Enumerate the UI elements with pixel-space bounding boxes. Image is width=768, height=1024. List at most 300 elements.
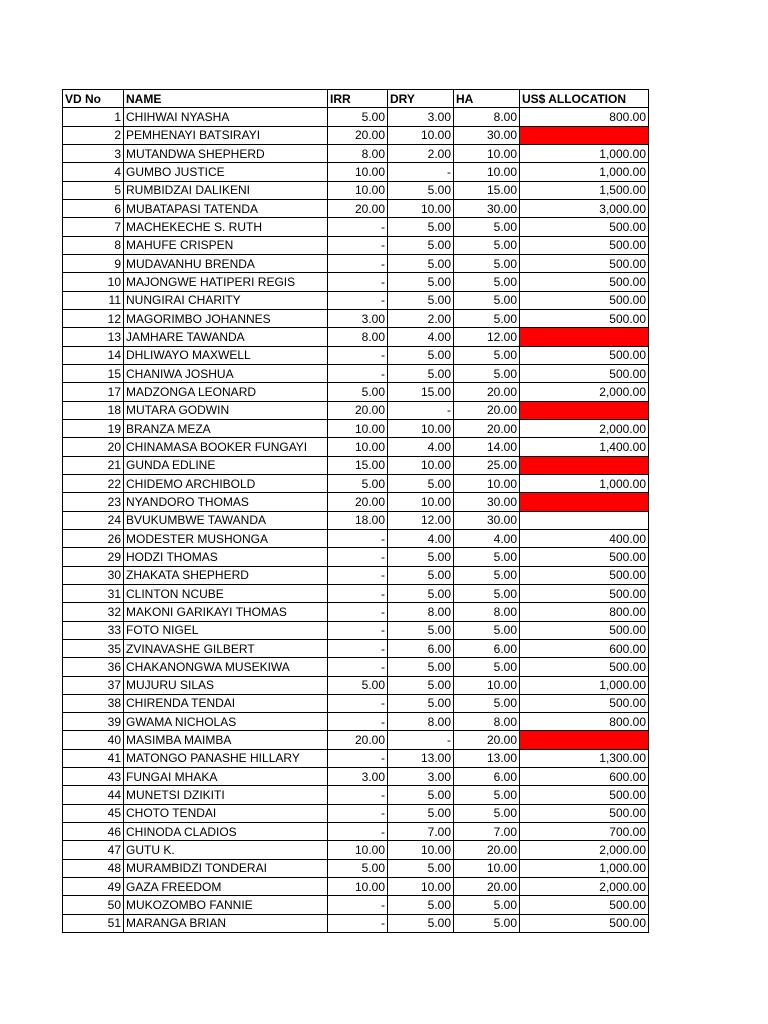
cell-ha: 5.00	[454, 291, 520, 309]
cell-vd-no: 6	[63, 199, 124, 217]
cell-vd-no: 35	[63, 639, 124, 657]
cell-dry: 10.00	[388, 126, 454, 144]
cell-ha: 5.00	[454, 584, 520, 602]
cell-vd-no: 11	[63, 291, 124, 309]
cell-dry: -	[388, 401, 454, 419]
cell-ha: 20.00	[454, 878, 520, 896]
cell-name: GUNDA EDLINE	[124, 456, 328, 474]
cell-allocation: 500.00	[520, 291, 649, 309]
cell-allocation: 600.00	[520, 639, 649, 657]
cell-name: MUTANDWA SHEPHERD	[124, 144, 328, 162]
cell-allocation: 2,000.00	[520, 383, 649, 401]
cell-allocation: 500.00	[520, 804, 649, 822]
cell-allocation: 1,000.00	[520, 144, 649, 162]
cell-dry: -	[388, 163, 454, 181]
table-row	[63, 603, 649, 621]
cell-allocation: 500.00	[520, 548, 649, 566]
cell-name: CHAKANONGWA MUSEKIWA	[124, 658, 328, 676]
cell-ha: 20.00	[454, 731, 520, 749]
cell-vd-no: 41	[63, 749, 124, 767]
cell-irr: -	[328, 254, 388, 272]
cell-vd-no: 8	[63, 236, 124, 254]
cell-ha: 20.00	[454, 841, 520, 859]
cell-irr: -	[328, 694, 388, 712]
cell-allocation: 1,000.00	[520, 474, 649, 492]
cell-vd-no: 43	[63, 768, 124, 786]
cell-dry: -	[388, 731, 454, 749]
table-row	[63, 786, 649, 804]
cell-dry: 3.00	[388, 768, 454, 786]
cell-name: CHIHWAI NYASHA	[124, 108, 328, 126]
cell-dry: 15.00	[388, 383, 454, 401]
cell-dry: 4.00	[388, 438, 454, 456]
cell-ha: 13.00	[454, 749, 520, 767]
cell-dry: 5.00	[388, 584, 454, 602]
cell-vd-no: 33	[63, 621, 124, 639]
cell-dry: 8.00	[388, 603, 454, 621]
table-row	[63, 566, 649, 584]
cell-irr: -	[328, 621, 388, 639]
cell-name: GAZA FREEDOM	[124, 878, 328, 896]
table-row	[63, 291, 649, 309]
cell-irr: 8.00	[328, 328, 388, 346]
table-row	[63, 273, 649, 291]
cell-name: MAKONI GARIKAYI THOMAS	[124, 603, 328, 621]
cell-irr: 10.00	[328, 878, 388, 896]
cell-allocation: 3,000.00	[520, 199, 649, 217]
cell-name: MUJURU SILAS	[124, 676, 328, 694]
cell-irr: -	[328, 749, 388, 767]
cell-ha: 30.00	[454, 199, 520, 217]
cell-ha: 4.00	[454, 529, 520, 547]
table-row	[63, 804, 649, 822]
table-row	[63, 383, 649, 401]
cell-allocation: 500.00	[520, 566, 649, 584]
allocation-table	[62, 89, 649, 933]
header-name: NAME	[124, 90, 328, 108]
table-row	[63, 511, 649, 529]
table-row	[63, 914, 649, 932]
cell-vd-no: 40	[63, 731, 124, 749]
cell-irr: -	[328, 914, 388, 932]
cell-name: MUNETSI DZIKITI	[124, 786, 328, 804]
cell-name: MURAMBIDZI TONDERAI	[124, 859, 328, 877]
table-row	[63, 456, 649, 474]
cell-irr: 8.00	[328, 144, 388, 162]
cell-name: CHANIWA JOSHUA	[124, 364, 328, 382]
cell-vd-no: 39	[63, 713, 124, 731]
cell-ha: 5.00	[454, 896, 520, 914]
cell-name: BRANZA MEZA	[124, 419, 328, 437]
cell-vd-no: 23	[63, 493, 124, 511]
cell-name: JAMHARE TAWANDA	[124, 328, 328, 346]
cell-name: GUTU K.	[124, 841, 328, 859]
cell-allocation: 500.00	[520, 786, 649, 804]
cell-irr: -	[328, 603, 388, 621]
cell-dry: 10.00	[388, 419, 454, 437]
cell-irr: -	[328, 291, 388, 309]
header-irr: IRR	[328, 90, 388, 108]
table-row	[63, 163, 649, 181]
cell-vd-no: 50	[63, 896, 124, 914]
cell-name: CLINTON NCUBE	[124, 584, 328, 602]
cell-allocation: 500.00	[520, 896, 649, 914]
cell-dry: 5.00	[388, 804, 454, 822]
cell-irr: -	[328, 236, 388, 254]
cell-vd-no: 18	[63, 401, 124, 419]
cell-vd-no: 22	[63, 474, 124, 492]
cell-dry: 12.00	[388, 511, 454, 529]
cell-allocation: 800.00	[520, 713, 649, 731]
cell-vd-no: 51	[63, 914, 124, 932]
table-row	[63, 658, 649, 676]
cell-vd-no: 31	[63, 584, 124, 602]
cell-irr: 10.00	[328, 841, 388, 859]
cell-irr: -	[328, 346, 388, 364]
cell-irr: 5.00	[328, 474, 388, 492]
cell-dry: 4.00	[388, 328, 454, 346]
table-row	[63, 548, 649, 566]
cell-vd-no: 24	[63, 511, 124, 529]
cell-dry: 4.00	[388, 529, 454, 547]
cell-allocation	[520, 731, 649, 749]
table-row	[63, 878, 649, 896]
cell-dry: 7.00	[388, 823, 454, 841]
cell-name: MARANGA BRIAN	[124, 914, 328, 932]
cell-ha: 5.00	[454, 621, 520, 639]
table-row	[63, 896, 649, 914]
cell-vd-no: 5	[63, 181, 124, 199]
cell-irr: 5.00	[328, 676, 388, 694]
cell-name: MODESTER MUSHONGA	[124, 529, 328, 547]
cell-ha: 5.00	[454, 309, 520, 327]
cell-vd-no: 44	[63, 786, 124, 804]
cell-name: MAGORIMBO JOHANNES	[124, 309, 328, 327]
cell-allocation: 700.00	[520, 823, 649, 841]
cell-name: CHINAMASA BOOKER FUNGAYI	[124, 438, 328, 456]
cell-irr: -	[328, 364, 388, 382]
cell-allocation: 500.00	[520, 364, 649, 382]
cell-name: FOTO NIGEL	[124, 621, 328, 639]
cell-ha: 5.00	[454, 364, 520, 382]
cell-dry: 10.00	[388, 199, 454, 217]
cell-ha: 12.00	[454, 328, 520, 346]
cell-allocation: 800.00	[520, 603, 649, 621]
cell-vd-no: 47	[63, 841, 124, 859]
cell-vd-no: 38	[63, 694, 124, 712]
cell-allocation: 1,000.00	[520, 859, 649, 877]
table-row	[63, 529, 649, 547]
table-row	[63, 731, 649, 749]
cell-irr: 15.00	[328, 456, 388, 474]
cell-name: MAHUFE CRISPEN	[124, 236, 328, 254]
table-row	[63, 749, 649, 767]
cell-irr: -	[328, 529, 388, 547]
cell-ha: 5.00	[454, 804, 520, 822]
cell-dry: 5.00	[388, 914, 454, 932]
cell-name: PEMHENAYI BATSIRAYI	[124, 126, 328, 144]
cell-vd-no: 12	[63, 309, 124, 327]
cell-vd-no: 26	[63, 529, 124, 547]
table-row	[63, 694, 649, 712]
header-dry: DRY	[388, 90, 454, 108]
cell-dry: 5.00	[388, 181, 454, 199]
cell-allocation	[520, 328, 649, 346]
cell-allocation	[520, 401, 649, 419]
cell-name: MUDAVANHU BRENDA	[124, 254, 328, 272]
table-row	[63, 218, 649, 236]
cell-dry: 5.00	[388, 291, 454, 309]
cell-ha: 10.00	[454, 474, 520, 492]
cell-name: CHIRENDA TENDAI	[124, 694, 328, 712]
table-row	[63, 438, 649, 456]
table-row	[63, 181, 649, 199]
cell-name: CHINODA CLADIOS	[124, 823, 328, 841]
cell-ha: 8.00	[454, 713, 520, 731]
cell-allocation: 500.00	[520, 236, 649, 254]
cell-ha: 6.00	[454, 768, 520, 786]
table-row	[63, 346, 649, 364]
cell-dry: 2.00	[388, 309, 454, 327]
cell-allocation: 500.00	[520, 309, 649, 327]
cell-dry: 5.00	[388, 658, 454, 676]
cell-vd-no: 48	[63, 859, 124, 877]
cell-dry: 5.00	[388, 859, 454, 877]
cell-irr: -	[328, 566, 388, 584]
cell-ha: 10.00	[454, 859, 520, 877]
table-row	[63, 401, 649, 419]
cell-allocation: 400.00	[520, 529, 649, 547]
cell-irr: 5.00	[328, 383, 388, 401]
cell-name: MAJONGWE HATIPERI REGIS	[124, 273, 328, 291]
cell-irr: -	[328, 273, 388, 291]
cell-name: ZHAKATA SHEPHERD	[124, 566, 328, 584]
cell-ha: 8.00	[454, 108, 520, 126]
cell-ha: 7.00	[454, 823, 520, 841]
cell-irr: -	[328, 823, 388, 841]
cell-dry: 10.00	[388, 841, 454, 859]
cell-name: RUMBIDZAI DALIKENI	[124, 181, 328, 199]
cell-ha: 15.00	[454, 181, 520, 199]
cell-allocation	[520, 126, 649, 144]
cell-vd-no: 2	[63, 126, 124, 144]
cell-allocation	[520, 456, 649, 474]
cell-irr: 10.00	[328, 163, 388, 181]
cell-dry: 8.00	[388, 713, 454, 731]
cell-irr: 20.00	[328, 731, 388, 749]
cell-allocation: 500.00	[520, 694, 649, 712]
cell-ha: 5.00	[454, 218, 520, 236]
cell-dry: 10.00	[388, 493, 454, 511]
cell-dry: 5.00	[388, 236, 454, 254]
cell-vd-no: 36	[63, 658, 124, 676]
cell-ha: 10.00	[454, 163, 520, 181]
cell-dry: 5.00	[388, 621, 454, 639]
cell-irr: 20.00	[328, 126, 388, 144]
cell-ha: 30.00	[454, 511, 520, 529]
cell-ha: 5.00	[454, 346, 520, 364]
table-row	[63, 768, 649, 786]
cell-name: NYANDORO THOMAS	[124, 493, 328, 511]
table-row	[63, 419, 649, 437]
cell-name: NUNGIRAI CHARITY	[124, 291, 328, 309]
table-row	[63, 126, 649, 144]
table-row	[63, 254, 649, 272]
cell-ha: 8.00	[454, 603, 520, 621]
cell-allocation: 1,000.00	[520, 163, 649, 181]
cell-allocation: 500.00	[520, 584, 649, 602]
cell-dry: 5.00	[388, 218, 454, 236]
header-ha: HA	[454, 90, 520, 108]
cell-ha: 5.00	[454, 236, 520, 254]
cell-irr: 10.00	[328, 438, 388, 456]
cell-dry: 5.00	[388, 896, 454, 914]
cell-name: CHOTO TENDAI	[124, 804, 328, 822]
table-row	[63, 199, 649, 217]
cell-name: FUNGAI MHAKA	[124, 768, 328, 786]
cell-irr: 3.00	[328, 309, 388, 327]
table-row	[63, 236, 649, 254]
table-row	[63, 823, 649, 841]
table-row	[63, 713, 649, 731]
cell-vd-no: 9	[63, 254, 124, 272]
cell-irr: -	[328, 218, 388, 236]
cell-irr: 5.00	[328, 108, 388, 126]
table-row	[63, 309, 649, 327]
cell-vd-no: 20	[63, 438, 124, 456]
cell-name: GWAMA NICHOLAS	[124, 713, 328, 731]
cell-irr: -	[328, 713, 388, 731]
cell-irr: 10.00	[328, 181, 388, 199]
cell-allocation: 800.00	[520, 108, 649, 126]
header-allocation: US$ ALLOCATION	[520, 90, 649, 108]
cell-vd-no: 19	[63, 419, 124, 437]
cell-dry: 5.00	[388, 566, 454, 584]
cell-allocation: 500.00	[520, 914, 649, 932]
cell-vd-no: 7	[63, 218, 124, 236]
cell-name: DHLIWAYO MAXWELL	[124, 346, 328, 364]
cell-dry: 6.00	[388, 639, 454, 657]
cell-ha: 20.00	[454, 401, 520, 419]
cell-name: MADZONGA LEONARD	[124, 383, 328, 401]
cell-name: MUTARA GODWIN	[124, 401, 328, 419]
cell-irr: -	[328, 786, 388, 804]
cell-vd-no: 10	[63, 273, 124, 291]
cell-irr: 20.00	[328, 493, 388, 511]
cell-vd-no: 17	[63, 383, 124, 401]
cell-allocation	[520, 493, 649, 511]
cell-vd-no: 3	[63, 144, 124, 162]
cell-ha: 6.00	[454, 639, 520, 657]
cell-allocation: 1,000.00	[520, 676, 649, 694]
cell-name: MUBATAPASI TATENDA	[124, 199, 328, 217]
cell-dry: 5.00	[388, 273, 454, 291]
cell-vd-no: 30	[63, 566, 124, 584]
cell-name: BVUKUMBWE TAWANDA	[124, 511, 328, 529]
cell-ha: 5.00	[454, 914, 520, 932]
cell-allocation: 1,300.00	[520, 749, 649, 767]
cell-irr: 20.00	[328, 199, 388, 217]
cell-allocation: 500.00	[520, 273, 649, 291]
cell-irr: -	[328, 804, 388, 822]
table-row	[63, 676, 649, 694]
cell-dry: 10.00	[388, 878, 454, 896]
cell-ha: 5.00	[454, 786, 520, 804]
cell-allocation: 1,500.00	[520, 181, 649, 199]
cell-dry: 5.00	[388, 676, 454, 694]
cell-vd-no: 1	[63, 108, 124, 126]
header-vd-no: VD No	[63, 90, 124, 108]
cell-ha: 14.00	[454, 438, 520, 456]
table-row	[63, 328, 649, 346]
cell-irr: -	[328, 639, 388, 657]
cell-dry: 2.00	[388, 144, 454, 162]
cell-vd-no: 15	[63, 364, 124, 382]
table-body	[63, 108, 649, 933]
cell-name: GUMBO JUSTICE	[124, 163, 328, 181]
cell-irr: -	[328, 548, 388, 566]
cell-ha: 30.00	[454, 493, 520, 511]
table-row	[63, 639, 649, 657]
cell-name: MASIMBA MAIMBA	[124, 731, 328, 749]
cell-irr: 20.00	[328, 401, 388, 419]
cell-ha: 10.00	[454, 676, 520, 694]
cell-ha: 5.00	[454, 273, 520, 291]
cell-allocation: 500.00	[520, 621, 649, 639]
cell-allocation: 500.00	[520, 658, 649, 676]
cell-dry: 5.00	[388, 694, 454, 712]
cell-dry: 13.00	[388, 749, 454, 767]
cell-ha: 10.00	[454, 144, 520, 162]
cell-dry: 5.00	[388, 548, 454, 566]
cell-vd-no: 4	[63, 163, 124, 181]
cell-dry: 10.00	[388, 456, 454, 474]
cell-vd-no: 37	[63, 676, 124, 694]
cell-ha: 20.00	[454, 383, 520, 401]
cell-name: MUKOZOMBO FANNIE	[124, 896, 328, 914]
cell-irr: 10.00	[328, 419, 388, 437]
table-row	[63, 474, 649, 492]
cell-dry: 5.00	[388, 346, 454, 364]
header-row	[63, 90, 649, 108]
cell-dry: 5.00	[388, 786, 454, 804]
cell-allocation	[520, 511, 649, 529]
cell-ha: 5.00	[454, 254, 520, 272]
cell-allocation: 500.00	[520, 254, 649, 272]
table-row	[63, 364, 649, 382]
cell-vd-no: 29	[63, 548, 124, 566]
cell-vd-no: 49	[63, 878, 124, 896]
cell-dry: 5.00	[388, 474, 454, 492]
cell-name: ZVINAVASHE GILBERT	[124, 639, 328, 657]
cell-irr: -	[328, 658, 388, 676]
cell-vd-no: 32	[63, 603, 124, 621]
cell-allocation: 500.00	[520, 346, 649, 364]
cell-name: CHIDEMO ARCHIBOLD	[124, 474, 328, 492]
table-header	[63, 90, 649, 108]
cell-ha: 25.00	[454, 456, 520, 474]
cell-irr: -	[328, 896, 388, 914]
cell-ha: 5.00	[454, 694, 520, 712]
cell-irr: 18.00	[328, 511, 388, 529]
cell-ha: 5.00	[454, 548, 520, 566]
cell-ha: 5.00	[454, 566, 520, 584]
cell-vd-no: 21	[63, 456, 124, 474]
table-row	[63, 108, 649, 126]
cell-allocation: 1,400.00	[520, 438, 649, 456]
cell-dry: 3.00	[388, 108, 454, 126]
cell-allocation: 2,000.00	[520, 841, 649, 859]
